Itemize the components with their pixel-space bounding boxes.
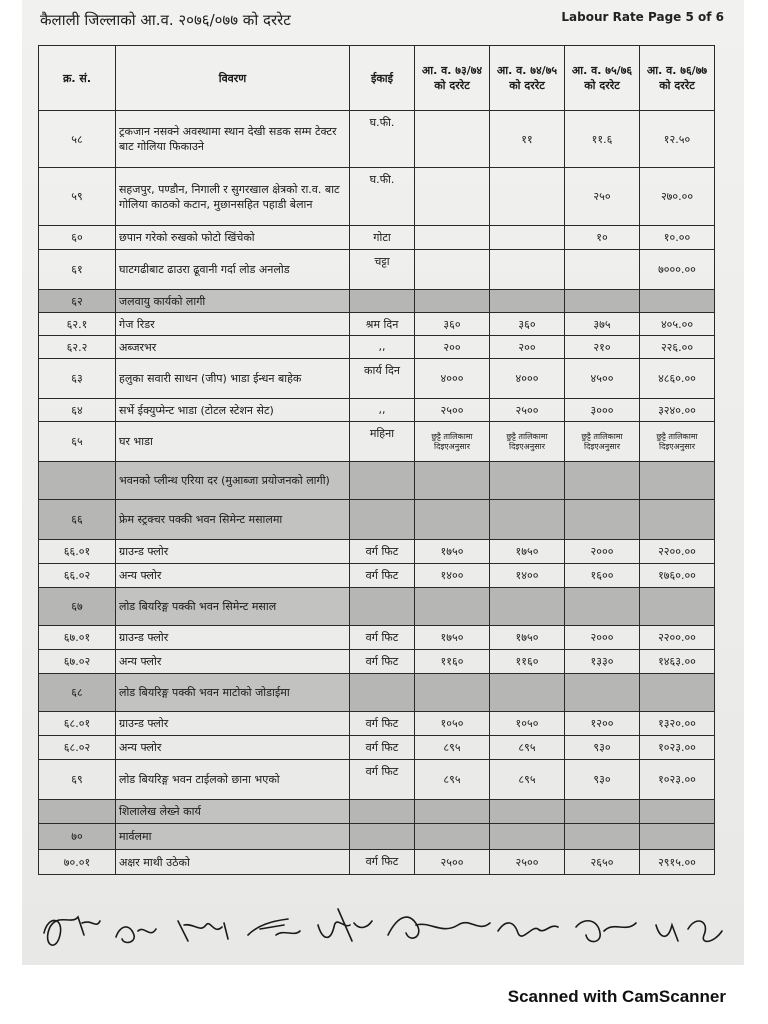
cell-rate-7475: ३६० [490,313,565,336]
table-row [39,674,715,712]
cell-rate-7475 [490,290,565,313]
cell-rate-7576 [565,500,640,540]
signatures-image [38,895,728,955]
cell-unit [350,800,415,824]
cell-rate-7475: १४०० [490,564,565,588]
cell-rate-7576 [565,800,640,824]
cell-description: अब्जरभर [116,336,350,359]
cell-description: सहजपुर, पण्डौन, निगाली र सुगरखाल क्षेत्रको रा.व. बाट गोलिया काठको कटान, मुछानसहित पहाडी बेलान [116,168,350,226]
cell-unit: गोटा [350,226,415,250]
cell-rate-7677: ४८६०.०० [640,359,715,399]
table-row [39,336,715,359]
cell-rate-7576: १० [565,226,640,250]
table-row [39,313,715,336]
table-row [39,399,715,422]
cell-rate-7475: १०५० [490,712,565,736]
cell-rate-7374: ८९५ [415,736,490,760]
table-row [39,824,715,850]
cell-rate-7576 [565,250,640,290]
cell-sn: ६२.१ [39,313,116,336]
cell-rate-7475: १७५० [490,540,565,564]
cell-description: हलुका सवारी साधन (जीप) भाडा ईन्धन बाहेक [116,359,350,399]
cell-rate-7677 [640,824,715,850]
cell-rate-7677 [640,290,715,313]
cell-description: अन्य फ्लोर [116,564,350,588]
cell-description: ग्राउन्ड फ्लोर [116,712,350,736]
scanner-watermark: Scanned with CamScanner [507,987,726,1006]
cell-rate-7576: ९३० [565,736,640,760]
cell-rate-7677: १०२३.०० [640,760,715,800]
cell-unit: कार्य दिन [350,359,415,399]
cell-rate-7576: २६५० [565,850,640,875]
cell-description: जलवायु कार्यको लागी [116,290,350,313]
cell-rate-7677: १२.५० [640,111,715,168]
cell-rate-7374 [415,250,490,290]
cell-rate-7576: ४५०० [565,359,640,399]
cell-unit: ,, [350,336,415,359]
cell-rate-7576: २५० [565,168,640,226]
table-header-row [39,46,715,111]
cell-sn: ६१ [39,250,116,290]
cell-unit: वर्ग फिट [350,760,415,800]
document-title: कैलाली जिल्लाको आ.व. २०७६/०७७ को दररेट [40,11,291,29]
cell-unit [350,462,415,500]
table-row [39,626,715,650]
cell-unit: वर्ग फिट [350,850,415,875]
cell-rate-7374: २५०० [415,399,490,422]
table-row [39,850,715,875]
cell-rate-7374: १७५० [415,540,490,564]
cell-sn: ६२.२ [39,336,116,359]
cell-description: ग्राउन्ड फ्लोर [116,540,350,564]
cell-rate-7475: ८९५ [490,736,565,760]
cell-sn: ६६ [39,500,116,540]
cell-description: भवनको प्लीन्थ एरिया दर (मुआब्जा प्रयोजनको लागी) [116,462,350,500]
cell-rate-7677: ४०५.०० [640,313,715,336]
cell-unit: महिना [350,422,415,462]
table-row [39,500,715,540]
cell-rate-7677 [640,462,715,500]
cell-unit: वर्ग फिट [350,650,415,674]
cell-rate-7677: ७०००.०० [640,250,715,290]
cell-sn [39,800,116,824]
cell-sn: ६७.०१ [39,626,116,650]
header-rate-7576: आ. व. ७५/७६ को दररेट [565,46,640,111]
cell-rate-7677: २९१५.०० [640,850,715,875]
cell-rate-7576: ३००० [565,399,640,422]
table-row [39,226,715,250]
table-row [39,462,715,500]
cell-sn: ६८.०२ [39,736,116,760]
cell-description: अक्षर माथी उठेको [116,850,350,875]
cell-rate-7475: ८९५ [490,760,565,800]
cell-rate-7374 [415,168,490,226]
cell-sn: ६५ [39,422,116,462]
cell-rate-7576: ९३० [565,760,640,800]
cell-rate-7475 [490,250,565,290]
cell-rate-7374: २०० [415,336,490,359]
cell-rate-7576: ११.६ [565,111,640,168]
cell-rate-7374 [415,462,490,500]
cell-rate-7374: १०५० [415,712,490,736]
header-rate-7475: आ. व. ७४/७५ को दररेट [490,46,565,111]
cell-rate-7374 [415,290,490,313]
cell-rate-7576 [565,290,640,313]
cell-unit: वर्ग फिट [350,712,415,736]
cell-rate-7475 [490,800,565,824]
cell-unit: घ.फी. [350,168,415,226]
header-description: विवरण [116,46,350,111]
cell-description: घाटगढीबाट ढाउरा ढूवानी गर्दा लोड अनलोड [116,250,350,290]
cell-rate-7576 [565,588,640,626]
cell-sn: ६४ [39,399,116,422]
cell-rate-7475: ११६० [490,650,565,674]
cell-rate-7576: १२०० [565,712,640,736]
cell-rate-7374 [415,824,490,850]
cell-rate-7677 [640,674,715,712]
cell-rate-7374: ११६० [415,650,490,674]
cell-description: फ्रेम स्ट्रक्चर पक्की भवन सिमेन्ट मसालमा [116,500,350,540]
cell-unit: वर्ग फिट [350,564,415,588]
cell-description: लोड बियरिङ्ग पक्की भवन माटोको जोडाईमा [116,674,350,712]
cell-description: लोड बियरिङ्ग भवन टाईलको छाना भएको [116,760,350,800]
cell-rate-7374: २५०० [415,850,490,875]
header-rate-7374: आ. व. ७३/७४ को दररेट [415,46,490,111]
cell-rate-7677: ३२४०.०० [640,399,715,422]
cell-rate-7677 [640,800,715,824]
table-row [39,564,715,588]
cell-rate-7374 [415,500,490,540]
cell-rate-7475: २०० [490,336,565,359]
cell-sn: ७० [39,824,116,850]
cell-sn: ५९ [39,168,116,226]
cell-sn: ७०.०१ [39,850,116,875]
cell-sn: ६६.०२ [39,564,116,588]
cell-rate-7475: ११ [490,111,565,168]
cell-rate-7475: छुट्टै तालिकामा दिइएअनुसार [490,422,565,462]
cell-sn: ५८ [39,111,116,168]
table-row [39,650,715,674]
header-unit: ईकाई [350,46,415,111]
cell-rate-7576 [565,824,640,850]
table-row [39,359,715,399]
cell-description: सर्भे ईक्युप्मेन्ट भाडा (टोटल स्टेशन सेट) [116,399,350,422]
cell-rate-7576: २००० [565,540,640,564]
cell-sn: ६८ [39,674,116,712]
table-row [39,588,715,626]
header-rate-7677: आ. व. ७६/७७ को दररेट [640,46,715,111]
table-row [39,540,715,564]
cell-rate-7374 [415,800,490,824]
labour-rate-table [38,45,715,875]
cell-sn: ६६.०१ [39,540,116,564]
page-label: Labour Rate Page 5 of 6 [561,10,724,24]
cell-sn: ६२ [39,290,116,313]
cell-description: ट्रकजान नसक्ने अवस्थामा स्थान देखी सडक सम्म टेक्टर बाट गोलिया फिकाउने [116,111,350,168]
cell-unit [350,824,415,850]
cell-rate-7475 [490,226,565,250]
cell-rate-7374 [415,674,490,712]
cell-rate-7576: १३३० [565,650,640,674]
cell-sn [39,462,116,500]
cell-rate-7475 [490,824,565,850]
cell-rate-7576: २००० [565,626,640,650]
table-row [39,422,715,462]
cell-rate-7677: १३२०.०० [640,712,715,736]
table-row [39,250,715,290]
table-body [39,111,715,875]
cell-rate-7374: १७५० [415,626,490,650]
cell-rate-7677 [640,588,715,626]
cell-rate-7677 [640,500,715,540]
cell-description: लोड बियरिङ्ग पक्की भवन सिमेन्ट मसाल [116,588,350,626]
cell-sn: ६९ [39,760,116,800]
cell-rate-7475: ४००० [490,359,565,399]
table-row [39,712,715,736]
cell-rate-7475: १७५० [490,626,565,650]
cell-rate-7374 [415,588,490,626]
cell-rate-7475 [490,462,565,500]
cell-rate-7576: छुट्टै तालिकामा दिइएअनुसार [565,422,640,462]
cell-rate-7576 [565,674,640,712]
table-row [39,800,715,824]
cell-description: घर भाडा [116,422,350,462]
cell-rate-7677: १०.०० [640,226,715,250]
cell-sn: ६७ [39,588,116,626]
cell-unit [350,674,415,712]
cell-rate-7677: छुट्टै तालिकामा दिइएअनुसार [640,422,715,462]
cell-unit [350,290,415,313]
cell-rate-7576: २१० [565,336,640,359]
cell-rate-7677: २२००.०० [640,626,715,650]
cell-rate-7677: १७६०.०० [640,564,715,588]
cell-description: ग्राउन्ड फ्लोर [116,626,350,650]
cell-unit [350,500,415,540]
cell-unit: वर्ग फिट [350,626,415,650]
cell-rate-7475 [490,168,565,226]
cell-description: अन्य फ्लोर [116,736,350,760]
cell-unit: वर्ग फिट [350,736,415,760]
cell-rate-7677: २२००.०० [640,540,715,564]
cell-description: शिलालेख लेख्ने कार्य [116,800,350,824]
cell-rate-7374 [415,226,490,250]
cell-rate-7475: २५०० [490,399,565,422]
cell-rate-7374: ८९५ [415,760,490,800]
cell-rate-7374: ४००० [415,359,490,399]
cell-unit: ,, [350,399,415,422]
header-sn: क्र. सं. [39,46,116,111]
cell-rate-7374: ३६० [415,313,490,336]
cell-rate-7374: १४०० [415,564,490,588]
cell-rate-7677: १०२३.०० [640,736,715,760]
cell-sn: ६३ [39,359,116,399]
cell-rate-7475 [490,674,565,712]
cell-description: छपान गरेको रुखको फोटो खिंचेको [116,226,350,250]
table-row [39,111,715,168]
cell-unit: चट्टा [350,250,415,290]
cell-rate-7576 [565,462,640,500]
cell-description: अन्य फ्लोर [116,650,350,674]
cell-unit: वर्ग फिट [350,540,415,564]
cell-sn: ६० [39,226,116,250]
table-row [39,760,715,800]
cell-rate-7374: छुट्टै तालिकामा दिइएअनुसार [415,422,490,462]
cell-rate-7677: २२६.०० [640,336,715,359]
cell-sn: ६८.०१ [39,712,116,736]
cell-rate-7677: २७०.०० [640,168,715,226]
cell-rate-7677: १४६३.०० [640,650,715,674]
cell-description: गेज रिडर [116,313,350,336]
cell-rate-7475 [490,500,565,540]
cell-rate-7576: ३७५ [565,313,640,336]
cell-unit: श्रम दिन [350,313,415,336]
cell-unit: घ.फी. [350,111,415,168]
cell-unit [350,588,415,626]
cell-sn: ६७.०२ [39,650,116,674]
cell-rate-7475: २५०० [490,850,565,875]
cell-rate-7475 [490,588,565,626]
cell-rate-7374 [415,111,490,168]
table-row [39,168,715,226]
cell-rate-7576: १६०० [565,564,640,588]
cell-description: मार्वलमा [116,824,350,850]
table-row [39,290,715,313]
table-row [39,736,715,760]
